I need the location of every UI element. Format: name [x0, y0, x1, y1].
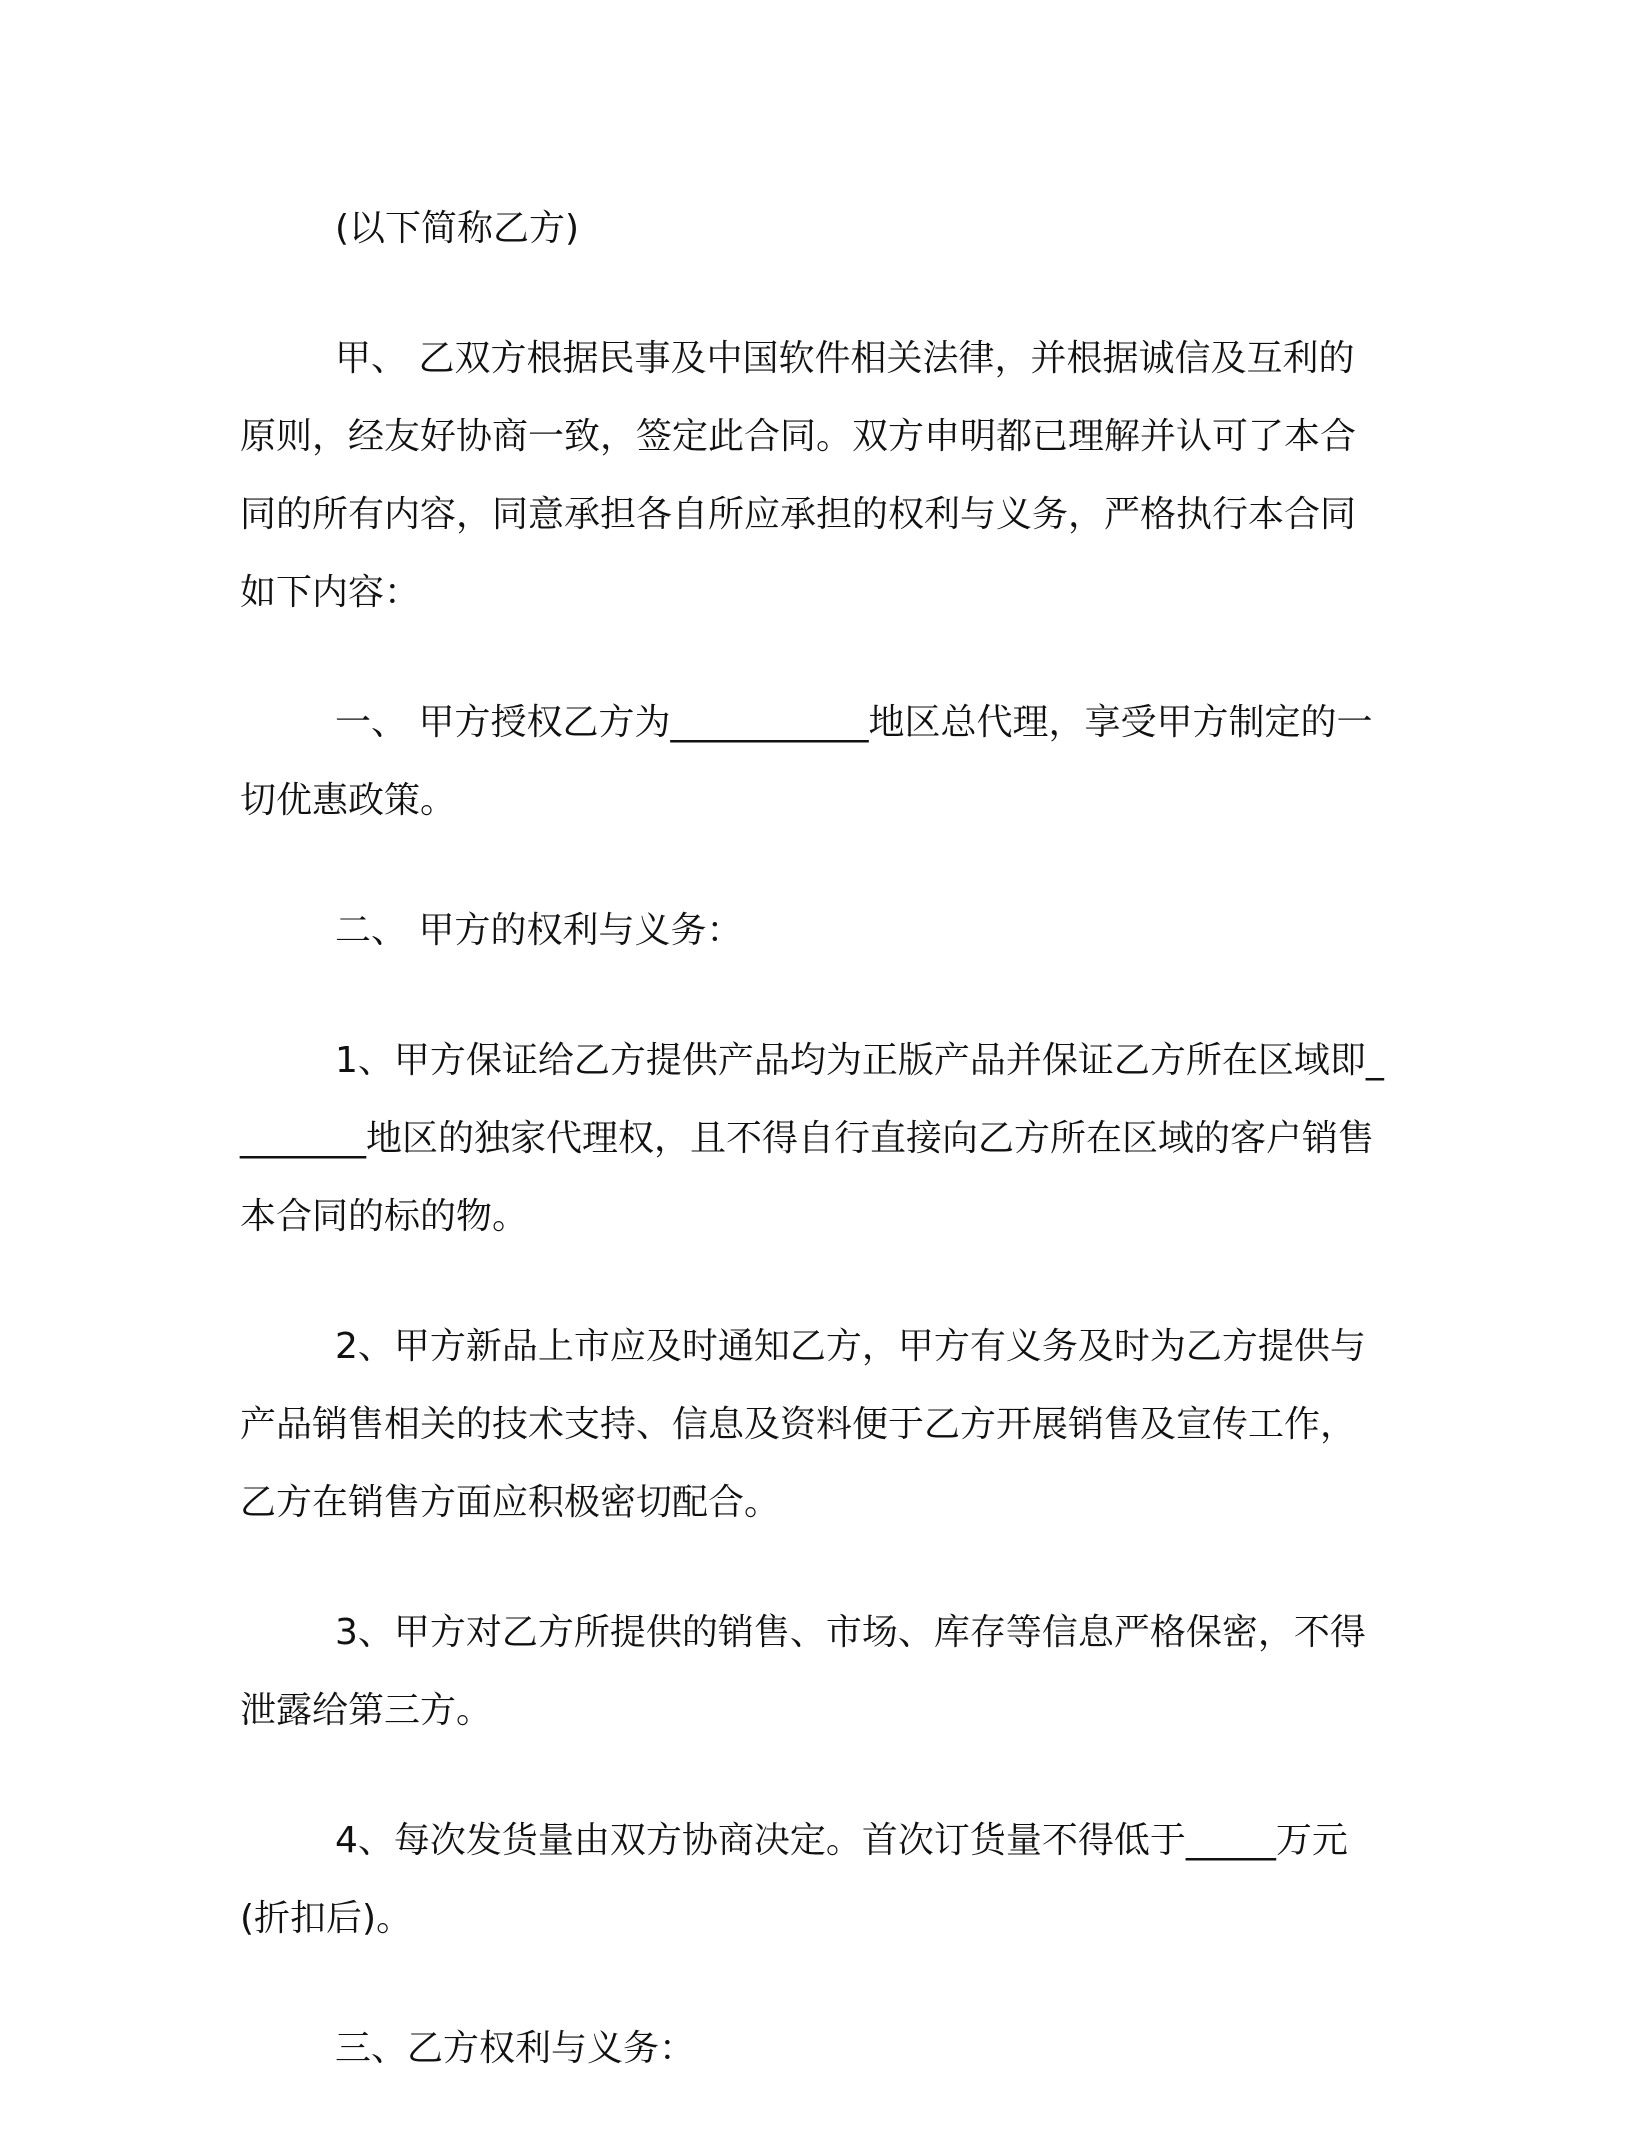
document-body [240, 190, 1390, 2140]
paragraph-clause-a4: 4、每次发货量由双方协商决定。首次订货量不得低于_____万元(折扣后)。 [240, 1820, 1348, 1939]
paragraph-party-b-abbrev: (以下简称乙方) [335, 208, 580, 249]
heading-party-b-rights: 三、乙方权利与义务： [335, 2028, 696, 2069]
paragraph-preamble: 甲、 乙双方根据民事及中国软件相关法律，并根据诚信及互利的原则，经友好协商一致，签定此合同。双方申明都已理解并认可了本合同的所有内容，同意承担各自所应承担的权利与义务，严格执行本合同如下内容： [240, 338, 1357, 613]
paragraph-clause-a1: 1、甲方保证给乙方提供产品均为正版产品并保证乙方所在区域即________地区的独家代理权，且不得自行直接向乙方所在区域的客户销售本合同的标的物。 [240, 1040, 1384, 1237]
heading-party-a-rights: 二、 甲方的权利与义务： [335, 910, 743, 951]
paragraph-clause-a2: 2、甲方新品上市应及时通知乙方，甲方有义务及时为乙方提供与产品销售相关的技术支持、信息及资料便于乙方开展销售及宣传工作，乙方在销售方面应积极密切配合。 [240, 1326, 1366, 1523]
paragraph-article-1: 一、 甲方授权乙方为___________地区总代理，享受甲方制定的一切优惠政策。 [240, 702, 1373, 821]
paragraph-clause-a3: 3、甲方对乙方所提供的销售、市场、库存等信息严格保密，不得泄露给第三方。 [240, 1612, 1366, 1731]
